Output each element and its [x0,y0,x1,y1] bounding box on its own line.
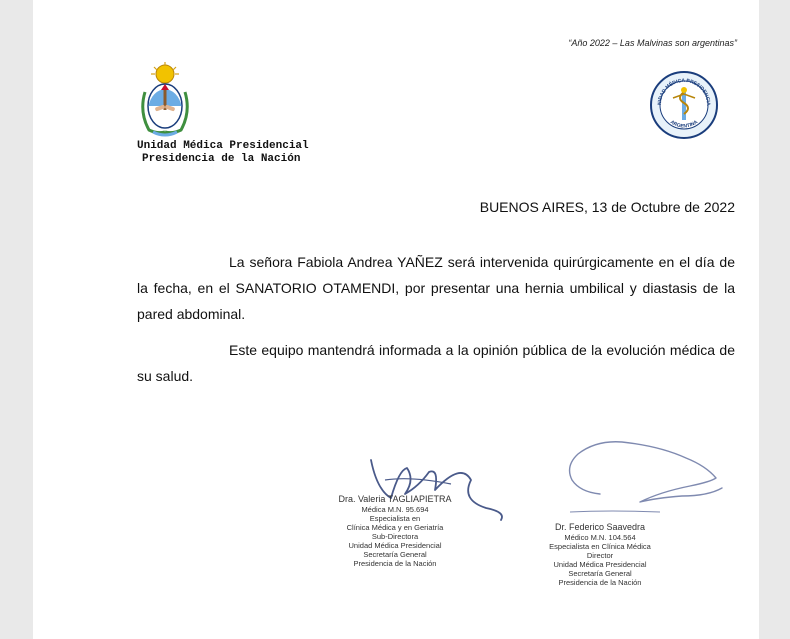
department-line-2: Presidencia de la Nación [142,153,301,165]
signer-credentials: Dr. Federico Saavedra Médico M.N. 104.564 Especialista en Clínica Médica Director Unidad Médica Presidencial Secretaría General Presidencia de la Nación [510,522,690,587]
body-paragraph: Este equipo mantendrá informada a la opinión pública de la evolución médica de su salud. [137,342,735,384]
issuing-department [137,140,309,166]
medical-unit-seal [649,70,719,140]
svg-text:UNIDAD MÉDICA PRESIDENCIAL: NIDAD MÉDICA PRESIDENCIA [656,77,712,106]
signer-credentials: Dra. Valeria TAGLIAPIETRA Médica M.N. 95.694 Especialista en Clínica Médica y en Geriatría Sub-Directora Unidad Médica Presidencial Secretaría General Presidencia de la Nación [311,494,479,568]
year-motto: “Año 2022 – Las Malvinas son argentinas” [568,38,737,48]
signature-block-saavedra [510,432,730,602]
signature-block-tagliapietra [311,450,511,600]
argentina-coat-of-arms [137,62,193,138]
document-page [33,0,759,639]
signer-name: Dra. Valeria TAGLIAPIETRA [338,494,452,504]
body-paragraph: La señora Fabiola Andrea YAÑEZ será intervenida quirúrgicamente en el día de la fecha, en el SANATORIO OTAMENDI, por presentar una hernia umbilical y diastasis de la pared abdominal. [137,254,735,322]
dateline: BUENOS AIRES, 13 de Octubre de 2022 [479,199,735,215]
department-line-1: Unidad Médica Presidencial [137,140,309,152]
svg-text:ARGENTINA: ARGENTINA [669,119,699,130]
signer-name: Dr. Federico Saavedra [554,522,646,532]
